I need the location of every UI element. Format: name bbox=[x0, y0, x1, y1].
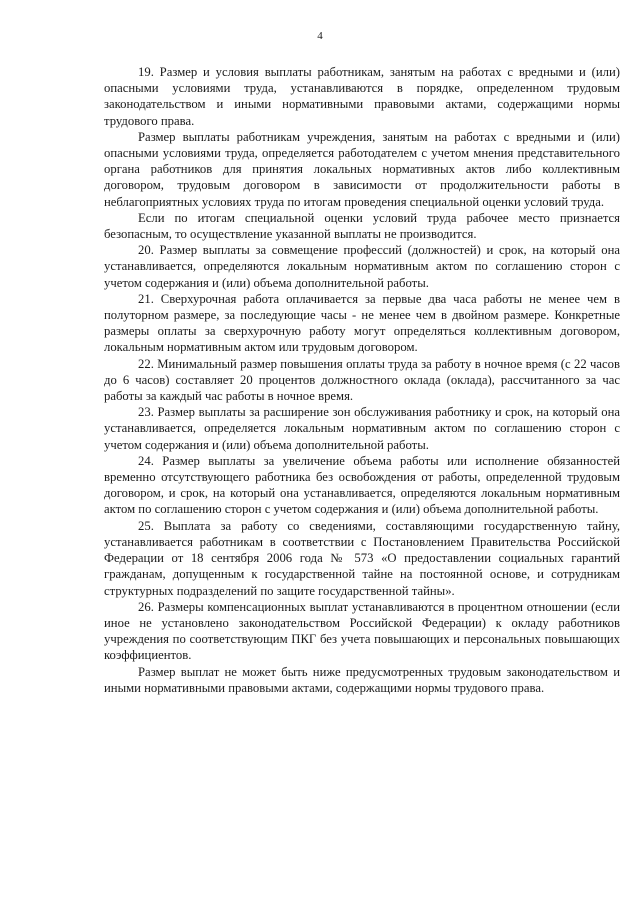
paragraph-21: 21. Сверхурочная работа оплачивается за первые два часа работы не менее чем в полуторном размере, за последующие часы - не менее чем в двойном размере. Конкретные размеры оплаты за сверхурочную работу могут определяться коллективным договором, локальным нормативным актом или трудовым договором. bbox=[104, 291, 620, 355]
paragraph-22: 22. Минимальный размер повышения оплаты труда за работу в ночное время (с 22 часов до 6 часов) составляет 20 процентов должностного оклада (оклада), рассчитанного за час работы за каждый час работы в ночное время. bbox=[104, 356, 620, 404]
paragraph-payment-minimum: Размер выплат не может быть ниже предусмотренных трудовым законодательством и иными нормативными правовыми актами, содержащими нормы трудового права. bbox=[104, 664, 620, 695]
paragraph-23: 23. Размер выплаты за расширение зон обслуживания работнику и срок, на который она устанавливается, определяется локальным нормативным актом по соглашению сторон с учетом содержания и (или) объема дополнительной работы. bbox=[104, 405, 620, 452]
paragraph-hazard-payment-size: Размер выплаты работникам учреждения, занятым на работах с вредными и (или) опасными условиями труда, определяется работодателем с учетом мнения представительного органа работников для принятия локальных нормативных актов либо коллективным договором, трудовым договором в зависимости от продолжительности работы в неблагоприятных условиях труда по итогам проведения специальной оценки условий труда. bbox=[104, 129, 620, 209]
paragraph-19: 19. Размер и условия выплаты работникам, занятым на работах с вредными и (или) опасными условиями труда, устанавливаются в порядке, определенном трудовым законодательством и иными нормативными правовыми актами, содержащими нормы трудового права. bbox=[104, 65, 620, 128]
document-body bbox=[104, 64, 620, 696]
paragraph-20: 20. Размер выплаты за совмещение профессий (должностей) и срок, на который она устанавливается, определяются локальным нормативным актом по соглашению сторон с учетом содержания и (или) объема дополнительной работы. bbox=[104, 243, 620, 290]
paragraph-26: 26. Размеры компенсационных выплат устанавливаются в процентном отношении (если иное не установлено законодательством Российской Федерации) к окладу работников учреждения по соответствующим ПКГ без учета повышающих и персональных повышающих коэффициентов. bbox=[104, 599, 620, 663]
page-number: 4 bbox=[317, 30, 323, 42]
paragraph-24: 24. Размер выплаты за увеличение объема работы или исполнение обязанностей временно отсутствующего работника без освобождения от работы, определенной трудовым договором, и срок, на который она устанавливается, определяются локальным нормативным актом по соглашению сторон с учетом содержания и (или) объема дополнительной работы. bbox=[104, 453, 620, 517]
paragraph-25: 25. Выплата за работу со сведениями, составляющими государственную тайну, устанавливается работникам в соответствии с Постановлением Правительства Российской Федерации от 18 сентября 2006 года № 573 «О предоставлении социальных гарантий гражданам, допущенным к государственной тайне на постоянной основе, и сотрудникам структурных подразделений по защите государственной тайны». bbox=[104, 518, 620, 598]
paragraph-safe-workplace: Если по итогам специальной оценки условий труда рабочее место признается безопасным, то осуществление указанной выплаты не производится. bbox=[104, 210, 620, 242]
